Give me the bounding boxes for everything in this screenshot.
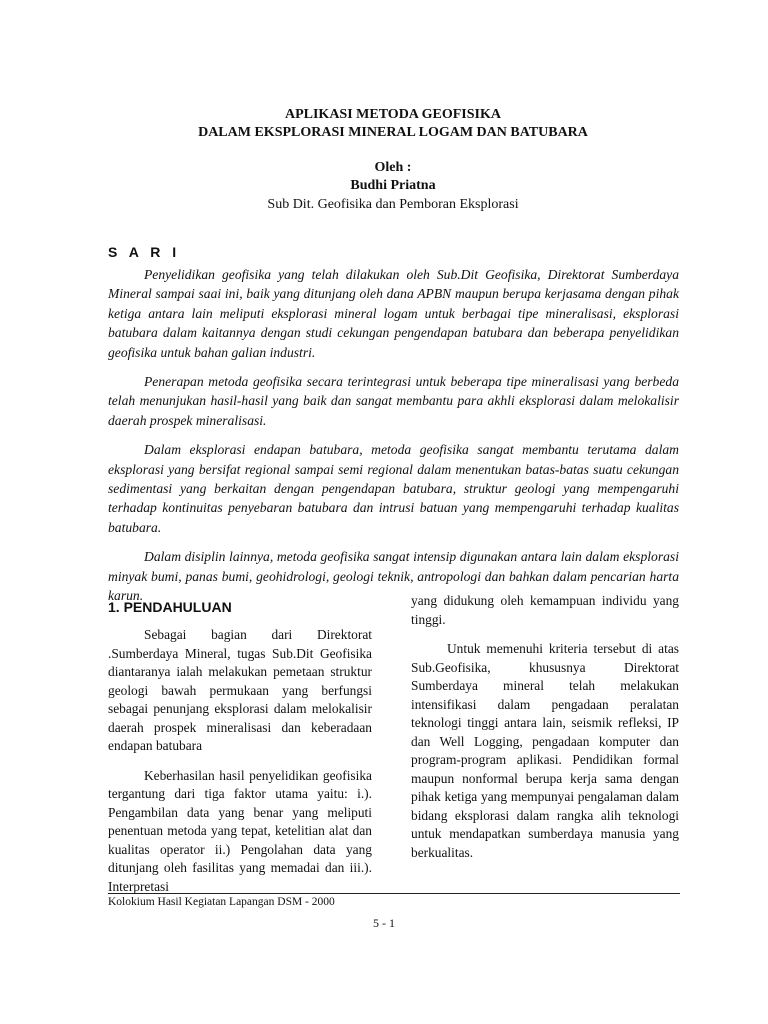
- paper-title-line-1: APLIKASI METODA GEOFISIKA: [284, 107, 501, 122]
- left-column: [108, 598, 372, 907]
- footer-source: Kolokium Hasil Kegiatan Lapangan DSM - 2000: [108, 896, 335, 908]
- body-paragraph: Sebagai bagian dari Direktorat .Sumberdaya Mineral, tugas Sub.Dit Geofisika diantaranya ialah melakukan pemetaan struktur geologi bawah permukaan yang berfungsi sebagai penunjang eksplorasi dalam melokalisir daerah prospek mineralisasi dan keberadaan endapan batubara: [108, 627, 372, 753]
- section-heading-pendahuluan: 1. PENDAHULUAN: [108, 599, 232, 615]
- body-paragraph: Keberhasilan hasil penyelidikan geofisika tergantung dari tiga faktor utama yaitu: i.). Pengambilan data yang benar yang meliputi penentuan metoda yang tepat, ketelitian alat dan kualitas operator ii.) Pengolahan data yang ditunjang oleh fasilitas yang memadai dan iii.). Interpretasi: [108, 767, 372, 894]
- abstract-paragraph: Dalam eksplorasi endapan batubara, metoda geofisika sangat membantu terutama dalam eksplorasi yang bersifat regional sampai semi regional dalam menentukan batas-batas suatu cekungan sedimentasi yang berkaitan dengan pengendapan batubara, struktur geologi yang mempengaruhi terhadap kontinuitas penyebaran batubara dan intrusi batuan yang mempengaruhi terhadap kualitas batubara.: [108, 442, 679, 535]
- body-paragraph-continuation: yang didukung oleh kemampuan individu yang tinggi.: [411, 593, 679, 627]
- right-column: [411, 592, 679, 873]
- title-block: [108, 106, 678, 215]
- byline-label: Oleh :: [374, 160, 412, 175]
- paper-title-line-2: DALAM EKSPLORASI MINERAL LOGAM DAN BATUBARA: [198, 125, 588, 140]
- author-affiliation: Sub Dit. Geofisika dan Pemboran Eksplorasi: [267, 197, 519, 212]
- abstract-paragraph: Penyelidikan geofisika yang telah dilakukan oleh Sub.Dit Geofisika, Direktorat Sumberdaya Mineral sampai saai ini, baik yang ditunjang oleh dana APBN maupun berupa kerjasama dengan pihak ketiga antara lain meliputi eksplorasi mineral logam untuk berbagai tipe mineralisasi, eksplorasi batubara dalam kaitannya dengan studi cekungan pengendapan batubara dan beberapa penyelidikan geofisika untuk bahan galian industri.: [108, 267, 679, 360]
- abstract-paragraph: Dalam disiplin lainnya, metoda geofisika sangat intensip digunakan antara lain dalam eksplorasi minyak bumi, panas bumi, geohidrologi, geologi teknik, antropologi dan bahkan dalam pencarian harta karun.: [108, 549, 679, 604]
- abstract-heading: S A R I: [108, 244, 181, 260]
- body-paragraph: Untuk memenuhi kriteria tersebut di atas Sub.Geofisika, khususnya Direktorat Sumberdaya mineral telah melakukan intensifikasi dalam pengadaan peralatan teknologi tinggi antara lain, seismik refleksi, IP dan Well Logging, pengadaan komputer dan program-program aplikasi. Pendidikan formal maupun nonformal berupa kerja sama dengan pihak ketiga yang mempunyai pengalaman dalam bidang eksplorasi dalam rangka alih teknologi untuk mendapatkan sumberdaya manusia yang berkualitas.: [411, 641, 679, 860]
- abstract-body: [108, 265, 679, 616]
- page-number: 5 - 1: [373, 916, 395, 930]
- footer-divider: [108, 893, 680, 894]
- author-name: Budhi Priatna: [350, 178, 436, 193]
- abstract-paragraph: Penerapan metoda geofisika secara terintegrasi untuk beberapa tipe mineralisasi yang berbeda telah menunjukan hasil-hasil yang baik dan sangat membantu para akhli eksplorasi dalam melokalisir daerah prospek mineralisasi.: [108, 374, 679, 428]
